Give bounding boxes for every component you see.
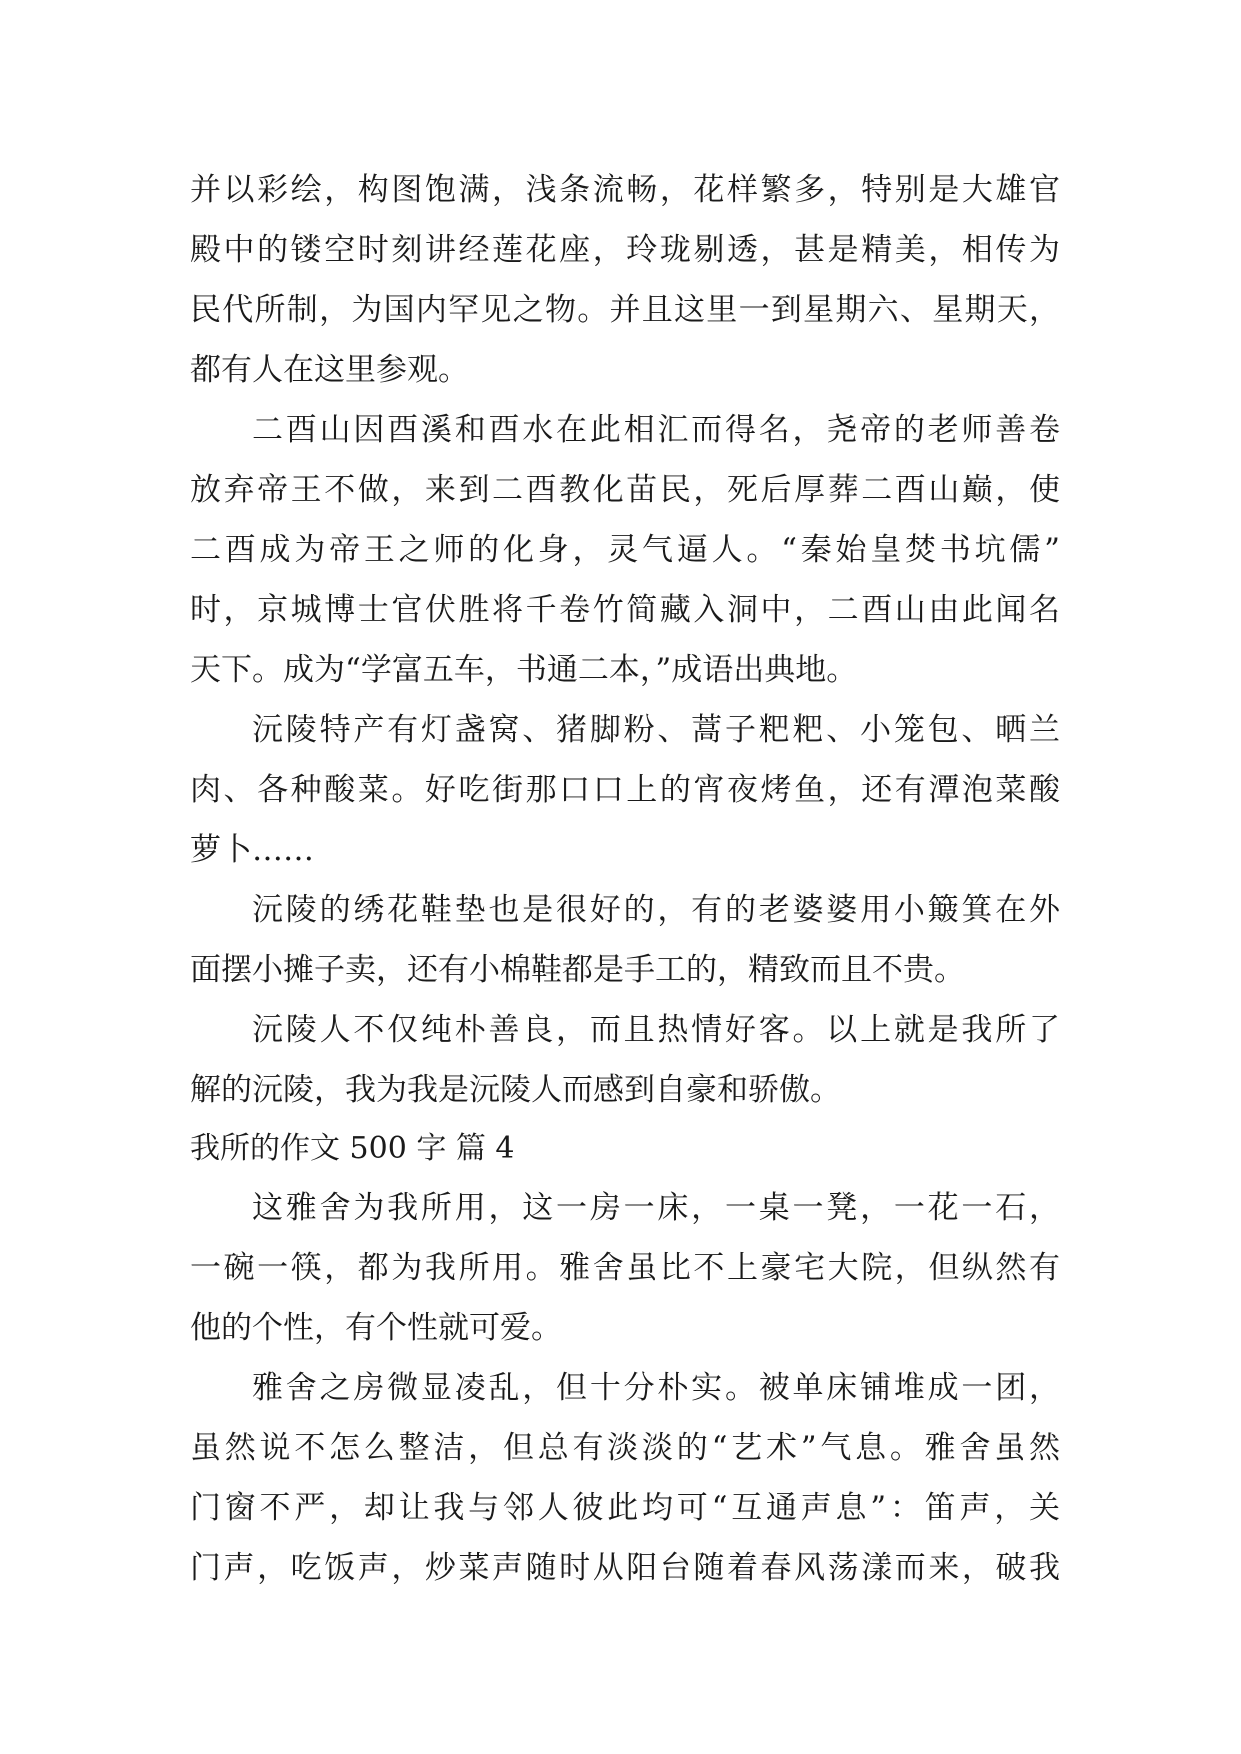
text-line: 虽然说不怎么整洁，但总有淡淡的“艺术”气息。雅舍虽然 [190,1430,1060,1466]
paragraph-3 [190,700,1060,880]
text-line: 沅陵特产有灯盏窝、猪脚粉、蒿子粑粑、小笼包、晒兰 [252,712,1060,748]
text-line: 沅陵人不仅纯朴善良，而且热情好客。以上就是我所了 [252,1012,1060,1048]
text-line: 解的沅陵，我为我是沅陵人而感到自豪和骄傲。 [190,1072,841,1108]
text-line: 这雅舍为我所用，这一房一床，一桌一凳，一花一石， [252,1190,1060,1226]
document-page [190,160,1060,1598]
paragraph-5 [190,1000,1060,1120]
paragraph-1 [190,160,1060,400]
paragraph-4 [190,880,1060,1000]
text-line: 他的个性，有个性就可爱。 [190,1310,562,1346]
text-line: 天下。成为“学富五车，书通二本，”成语出典地。 [190,652,858,688]
text-line: 二酉山因酉溪和酉水在此相汇而得名，尧帝的老师善卷 [252,412,1060,448]
text-line: 都有人在这里参观。 [190,352,469,388]
text-line: 雅舍之房微显凌乱，但十分朴实。被单床铺堆成一团， [252,1370,1060,1406]
paragraph-7 [190,1358,1060,1598]
text-line: 门声，吃饭声，炒菜声随时从阳台随着春风荡漾而来，破我 [190,1550,1060,1586]
section-heading: 我所的作文 500 字 篇 4 [190,1131,515,1166]
text-line: 殿中的镂空时刻讲经莲花座，玲珑剔透，甚是精美，相传为 [190,232,1060,268]
text-line: 时，京城博士官伏胜将千卷竹简藏入洞中，二酉山由此闻名 [190,592,1060,628]
text-line: 沅陵的绣花鞋垫也是很好的，有的老婆婆用小簸箕在外 [252,892,1060,928]
paragraph-2 [190,400,1060,700]
text-line: 民代所制，为国内罕见之物。并且这里一到星期六、星期天， [190,292,1060,328]
text-line: 并以彩绘，构图饱满，浅条流畅，花样繁多，特别是大雄官 [190,172,1060,208]
text-line: 二酉成为帝王之师的化身，灵气逼人。“秦始皇焚书坑儒” [190,532,1060,568]
text-line: 肉、各种酸菜。好吃街那口口上的宵夜烤鱼，还有潭泡菜酸 [190,772,1060,808]
text-line: 萝卜…… [190,832,314,868]
text-line: 门窗不严，却让我与邻人彼此均可“互通声息”：笛声，关 [190,1490,1060,1526]
paragraph-6 [190,1178,1060,1358]
text-line: 放弃帝王不做，来到二酉教化苗民，死后厚葬二酉山巅，使 [190,472,1060,508]
text-line: 一碗一筷，都为我所用。雅舍虽比不上豪宅大院，但纵然有 [190,1250,1060,1286]
text-line: 面摆小摊子卖，还有小棉鞋都是手工的，精致而且不贵。 [190,952,965,988]
